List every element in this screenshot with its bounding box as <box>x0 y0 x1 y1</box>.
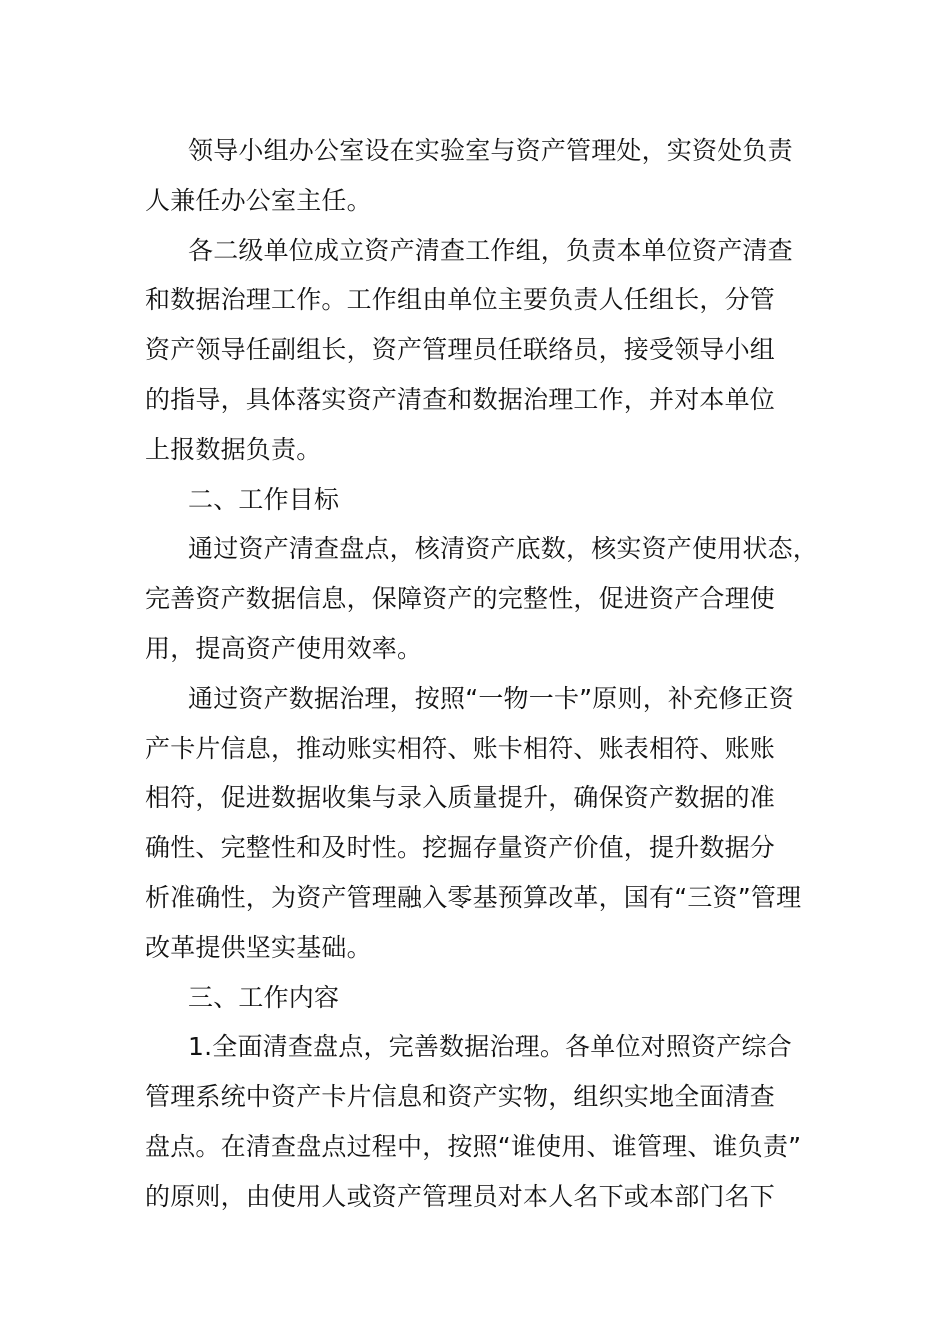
text-line: 用，提高资产使用效率。 <box>145 633 423 663</box>
text-line: 各二级单位成立资产清查工作组，负责本单位资产清查 <box>188 235 793 265</box>
text-line: 确性、完整性和及时性。挖掘存量资产价值，提升数据分 <box>145 833 776 863</box>
text-line: 完善资产数据信息，保障资产的完整性，促进资产合理使 <box>145 584 776 614</box>
text-line: 的指导，具体落实资产清查和数据治理工作，并对本单位 <box>145 384 776 414</box>
text-line: 人兼任办公室主任。 <box>145 185 372 215</box>
text-line: 改革提供坚实基础。 <box>145 932 372 962</box>
text-line: 通过资产数据治理，按照“一物一卡”原则，补充修正资 <box>188 683 794 713</box>
section-heading: 二、工作目标 <box>188 484 340 514</box>
text-line: 析准确性，为资产管理融入零基预算改革，国有“三资”管理 <box>145 882 802 912</box>
text-line: 上报数据负责。 <box>145 434 322 464</box>
text-line: 和数据治理工作。工作组由单位主要负责人任组长，分管 <box>145 285 776 315</box>
section-heading: 三、工作内容 <box>188 982 340 1012</box>
text-line: 1.全面清查盘点，完善数据治理。各单位对照资产综合 <box>188 1032 792 1062</box>
text-line: 资产领导任副组长，资产管理员任联络员，接受领导小组 <box>145 335 776 365</box>
text-line: 的原则，由使用人或资产管理员对本人名下或本部门名下 <box>145 1181 776 1211</box>
text-line: 领导小组办公室设在实验室与资产管理处，实资处负责 <box>188 136 793 165</box>
text-line: 相符，促进数据收集与录入质量提升，确保资产数据的准 <box>145 783 776 813</box>
text-line: 管理系统中资产卡片信息和资产实物，组织实地全面清查 <box>145 1082 776 1112</box>
document-body <box>145 126 819 1222</box>
text-line: 盘点。在清查盘点过程中，按照“谁使用、谁管理、谁负责” <box>145 1131 802 1161</box>
text-line: 通过资产清查盘点，核清资产底数，核实资产使用状态， <box>188 534 819 564</box>
text-line: 产卡片信息，推动账实相符、账卡相符、账表相符、账账 <box>145 733 776 763</box>
